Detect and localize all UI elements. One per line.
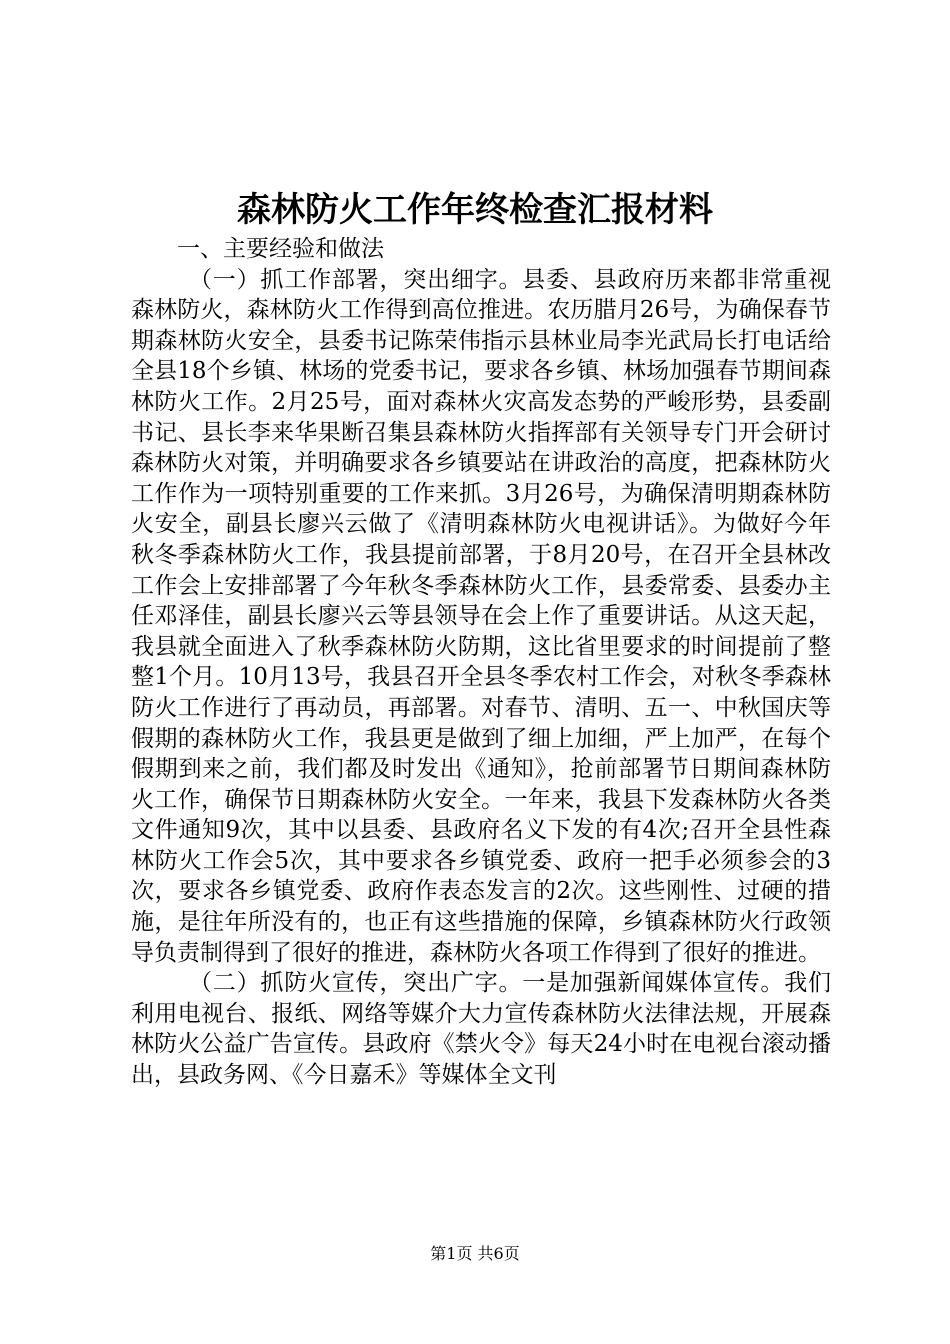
paragraph-2: （二）抓防火宣传，突出广字。一是加强新闻媒体宣传。我们利用电视台、报纸、网络等媒介大力宣传森林防火法律法规，开展森林防火公益广告宣传。县政府《禁火令》每天24小时在电视台滚动播出，县政务网、《今日嘉禾》等媒体全文刊 (131, 970, 831, 1089)
page-number-footer: 第1页 共6页 (430, 1244, 520, 1263)
document-body (131, 234, 831, 1091)
section-heading: 一、主要经验和做法 (177, 236, 384, 262)
document-title: 森林防火工作年终检查汇报材料 (237, 190, 713, 230)
paragraph-1: （一）抓工作部署，突出细字。县委、县政府历来都非常重视森林防火，森林防火工作得到高位推进。农历腊月26号，为确保春节期森林防火安全，县委书记陈荣伟指示县林业局李光武局长打电话给全县18个乡镇、林场的党委书记，要求各乡镇、林场加强春节期间森林防火工作。2月25号，面对森林火灾高发态势的严峻形势，县委副书记、县长李来华果断召集县森林防火指挥部有关领导专门开会研讨森林防火对策，并明确要求各乡镇要站在讲政治的高度，把森林防火工作作为一项特别重要的工作来抓。3月26号，为确保清明期森林防火安全，副县长廖兴云做了《清明森林防火电视讲话》。为做好今年秋冬季森林防火工作，我县提前部署，于8月20号，在召开全县林改工作会上安排部署了今年秋冬季森林防火工作，县委常委、县委办主任邓泽佳，副县长廖兴云等县领导在会上作了重要讲话。从这天起，我县就全面进入了秋季森林防火防期，这比省里要求的时间提前了整整1个月。10月13号，我县召开全县冬季农村工作会，对秋冬季森林防火工作进行了再动员，再部署。对春节、清明、五一、中秋国庆等假期的森林防火工作，我县更是做到了细上加细，严上加严，在每个假期到来之前，我们都及时发出《通知》，抢前部署节日期间森林防火工作，确保节日期森林防火安全。一年来，我县下发森林防火各类文件通知9次，其中以县委、县政府名义下发的有4次;召开全县性森林防火工作会5次，其中要求各乡镇党委、政府一把手必须参会的3次，要求各乡镇党委、政府作表态发言的2次。这些刚性、过硬的措施，是往年所没有的，也正有这些措施的保障，乡镇森林防火行政领导负责制得到了很好的推进，森林防火各项工作得到了很好的推进。 (131, 266, 831, 966)
